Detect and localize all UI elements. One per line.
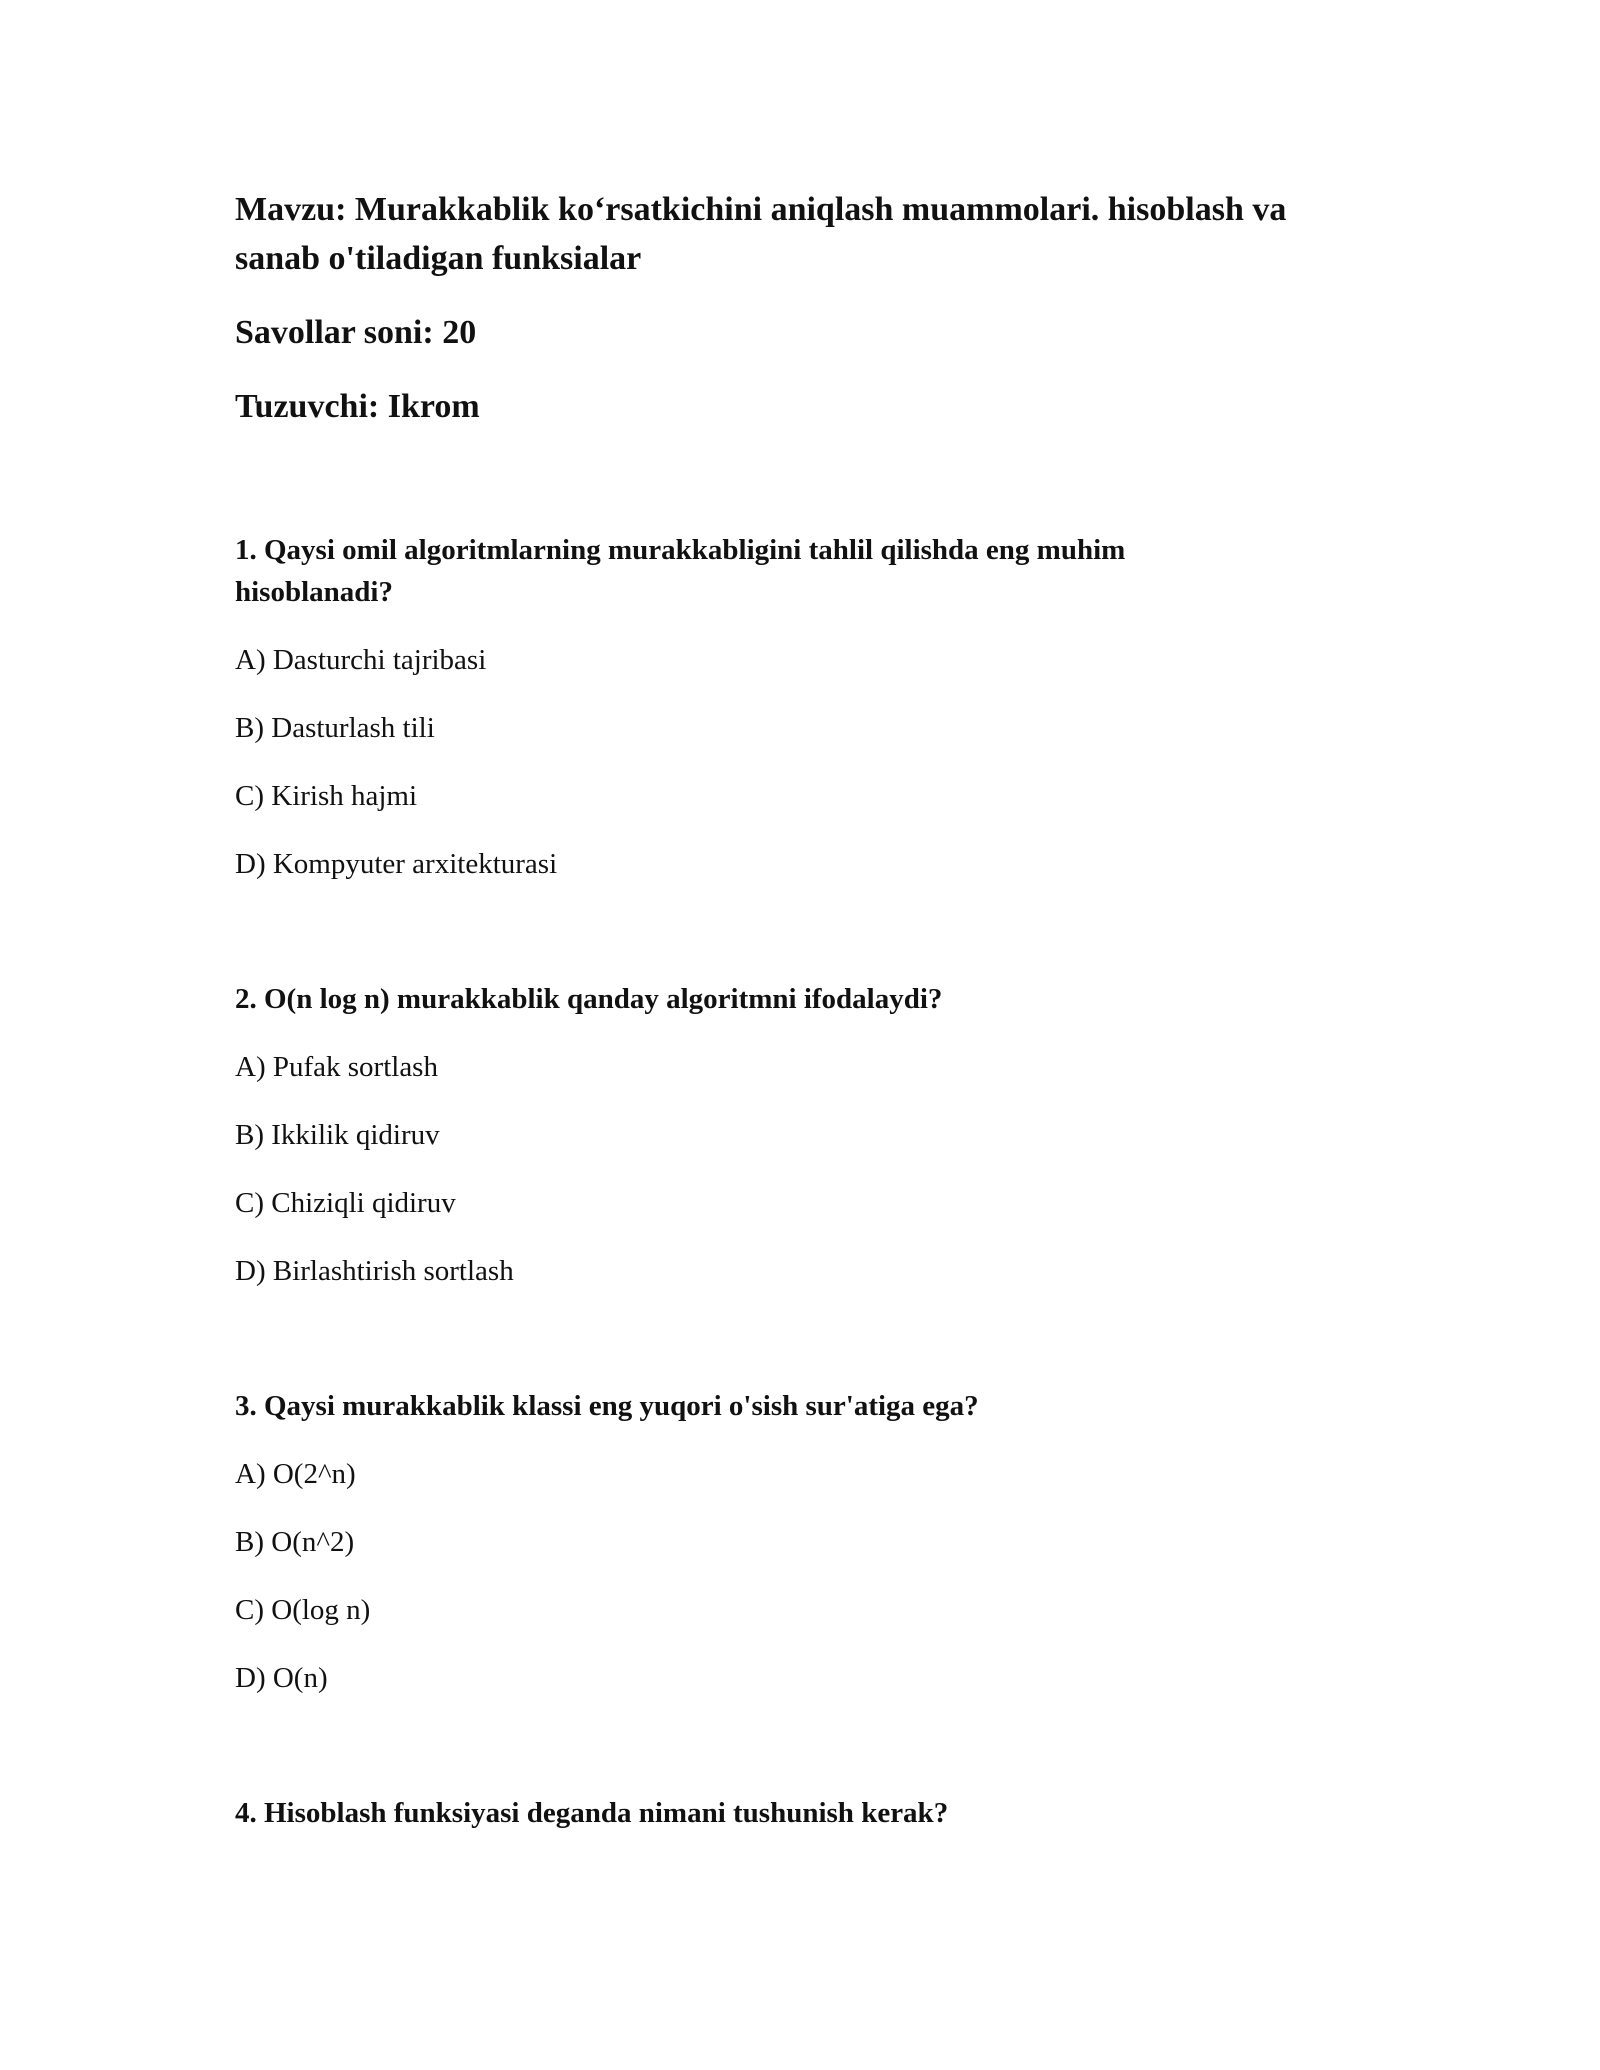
question-text: 4. Hisoblash funksiyasi deganda nimani tushunish kerak? bbox=[235, 1797, 949, 1829]
author-line: Tuzuvchi: Ikrom bbox=[235, 388, 480, 425]
option-b: B) Dasturlash tili bbox=[235, 712, 435, 744]
question-1 bbox=[235, 529, 1365, 885]
question-2 bbox=[235, 978, 1365, 1292]
question-count: Savollar soni: 20 bbox=[235, 314, 477, 351]
option-b: B) Ikkilik qidiruv bbox=[235, 1119, 440, 1151]
document-title: Mavzu: Murakkablik ko‘rsatkichini aniqlash muammolari. hisoblash va sanab o'tiladigan funksialar bbox=[235, 191, 1287, 277]
option-b: B) O(n^2) bbox=[235, 1526, 355, 1558]
option-a: A) O(2^n) bbox=[235, 1458, 356, 1490]
question-text: 1. Qaysi omil algoritmlarning murakkabligini tahlil qilishda eng muhim hisoblanadi? bbox=[235, 534, 1126, 608]
option-d: D) O(n) bbox=[235, 1662, 328, 1694]
question-3 bbox=[235, 1385, 1365, 1699]
option-c: C) Chiziqli qidiruv bbox=[235, 1187, 456, 1219]
option-a: A) Pufak sortlash bbox=[235, 1051, 438, 1083]
question-text: 2. O(n log n) murakkablik qanday algoritmni ifodalaydi? bbox=[235, 983, 943, 1015]
question-text: 3. Qaysi murakkablik klassi eng yuqori o'sish sur'atiga ega? bbox=[235, 1390, 979, 1422]
question-4 bbox=[235, 1792, 1365, 1834]
option-c: C) O(log n) bbox=[235, 1594, 371, 1626]
document-page bbox=[235, 185, 1365, 1834]
option-d: D) Kompyuter arxitekturasi bbox=[235, 848, 558, 880]
option-d: D) Birlashtirish sortlash bbox=[235, 1255, 514, 1287]
option-a: A) Dasturchi tajribasi bbox=[235, 644, 487, 676]
option-c: C) Kirish hajmi bbox=[235, 780, 418, 812]
